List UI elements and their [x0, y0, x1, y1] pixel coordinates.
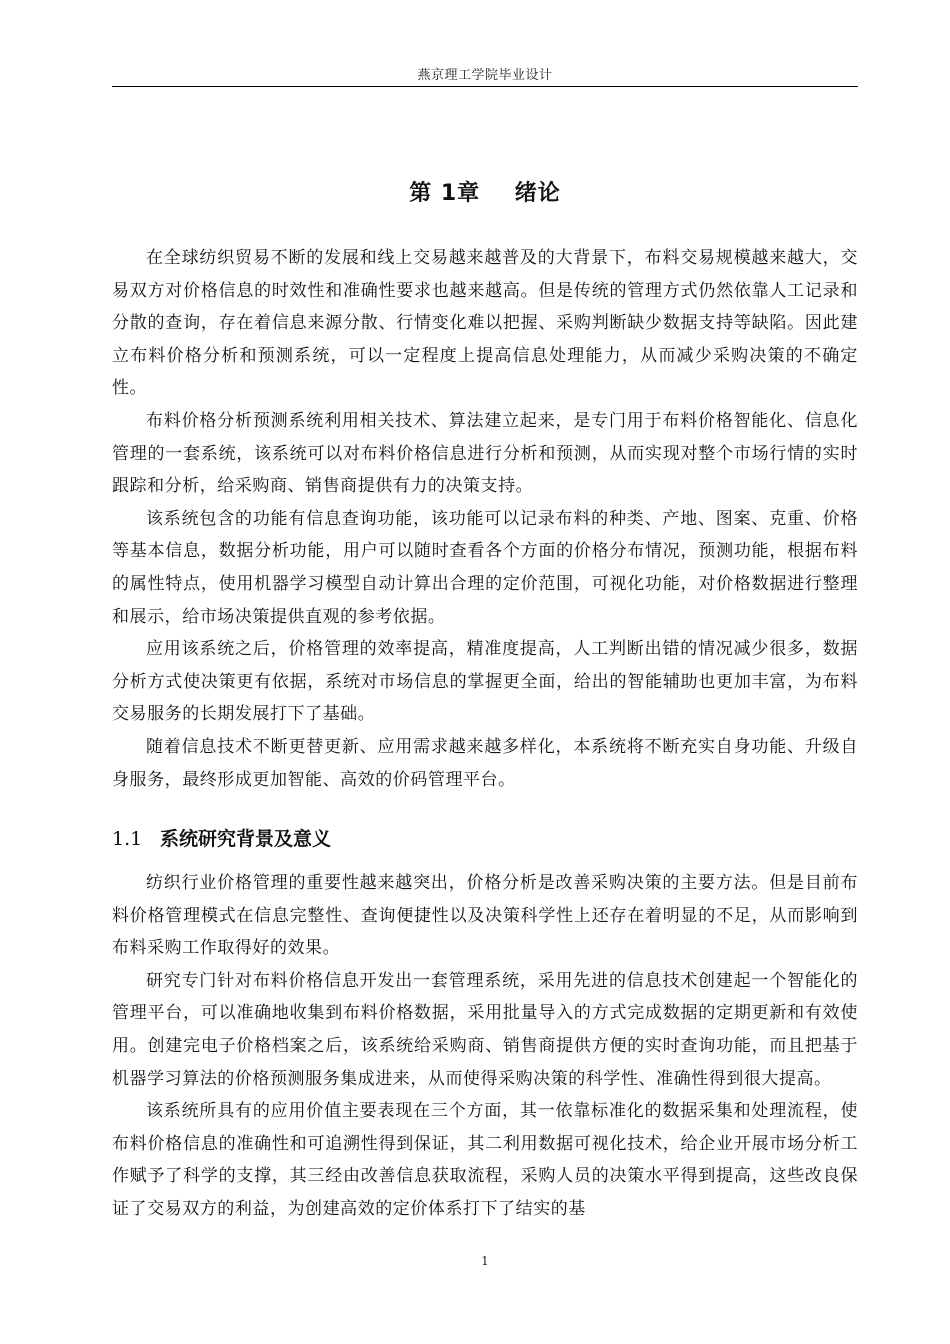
intro-paragraph-3: 该系统包含的功能有信息查询功能，该功能可以记录布料的种类、产地、图案、克重、价格等基本信息，数据分析功能，用户可以随时查看各个方面的价格分布情况，预测功能，根据布料的属性特点，使用机器学习模型自动计算出合理的定价范围，可视化功能，对价格数据进行整理和展示，给市场决策提供直观的参考依据。: [112, 508, 858, 627]
section-body: [112, 867, 858, 1226]
page-number: 1: [481, 1254, 489, 1268]
chapter-title: 第 1章 绪论: [409, 181, 561, 206]
section-title: 系统研究背景及意义: [160, 828, 332, 850]
section-number: 1.1: [112, 828, 143, 850]
intro-paragraph-4: 应用该系统之后，价格管理的效率提高，精准度提高，人工判断出错的情况减少很多，数据分析方式使决策更有依据，系统对市场信息的掌握更全面，给出的智能辅助也更加丰富，为布料交易服务的长期发展打下了基础。: [112, 639, 858, 725]
section-paragraph-2: 研究专门针对布料价格信息开发出一套管理系统，采用先进的信息技术创建起一个智能化的管理平台，可以准确地收集到布料价格数据，采用批量导入的方式完成数据的定期更新和有效使用。创建完电子价格档案之后，该系统给采购商、销售商提供方便的实时查询功能，而且把基于机器学习算法的价格预测服务集成进来，从而使得采购决策的科学性、准确性得到很大提高。: [112, 970, 858, 1089]
intro-paragraph-1: 在全球纺织贸易不断的发展和线上交易越来越普及的大背景下，布料交易规模越来越大，交易双方对价格信息的时效性和准确性要求也越来越高。但是传统的管理方式仍然依靠人工记录和分散的查询，存在着信息来源分散、行情变化难以把握、采购判断缺少数据支持等缺陷。因此建立布料价格分析和预测系统，可以一定程度上提高信息处理能力，从而减少采购决策的不确定性。: [112, 248, 858, 399]
header-rule: [112, 86, 858, 87]
intro-body: [112, 242, 858, 796]
section-paragraph-3: 该系统所具有的应用价值主要表现在三个方面，其一依靠标准化的数据采集和处理流程，使布料价格信息的准确性和可追溯性得到保证，其二利用数据可视化技术，给企业开展市场分析工作赋予了科学的支撑，其三经由改善信息获取流程，采购人员的决策水平得到提高，这些改良保证了交易双方的利益，为创建高效的定价体系打下了结实的基: [112, 1101, 858, 1219]
section-heading: [112, 824, 331, 851]
running-header: 燕京理工学院毕业设计: [417, 68, 553, 83]
intro-paragraph-2: 布料价格分析预测系统利用相关技术、算法建立起来，是专门用于布料价格智能化、信息化管理的一套系统，该系统可以对布料价格信息进行分析和预测，从而实现对整个市场行情的实时跟踪和分析，给采购商、销售商提供有力的决策支持。: [112, 410, 858, 497]
section-paragraph-1: 纺织行业价格管理的重要性越来越突出，价格分析是改善采购决策的主要方法。但是目前布料价格管理模式在信息完整性、查询便捷性以及决策科学性上还存在着明显的不足，从而影响到布料采购工作取得好的效果。: [112, 873, 858, 959]
intro-paragraph-5: 随着信息技术不断更替更新、应用需求越来越多样化，本系统将不断充实自身功能、升级自身服务，最终形成更加智能、高效的价码管理平台。: [112, 736, 858, 790]
